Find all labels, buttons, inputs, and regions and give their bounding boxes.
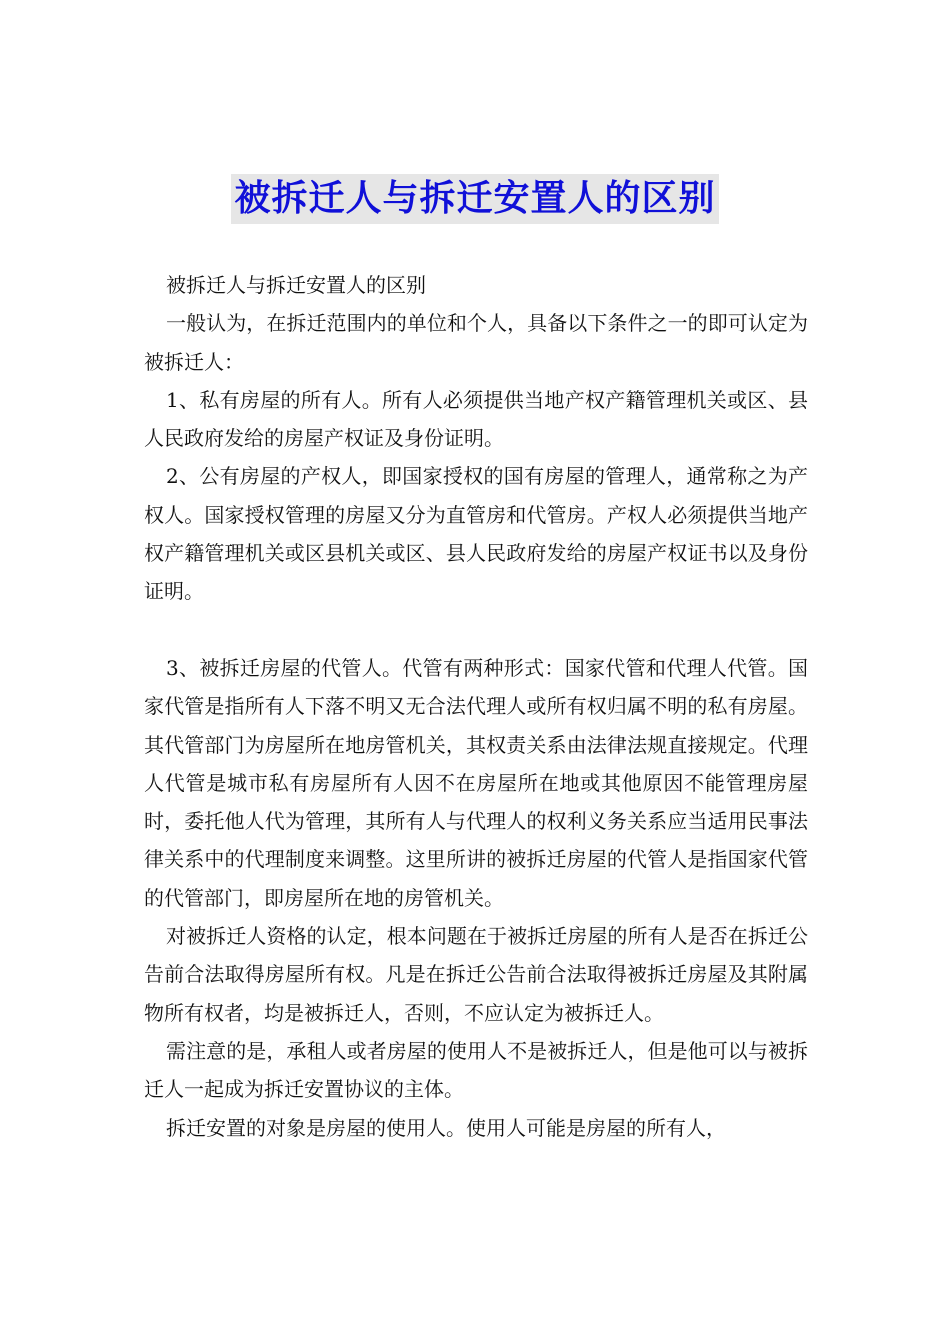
title-container bbox=[0, 174, 950, 224]
paragraph: 一般认为，在拆迁范围内的单位和个人，具备以下条件之一的即可认定为被拆迁人： bbox=[144, 311, 808, 374]
paragraph: 2、公有房屋的产权人，即国家授权的国有房屋的管理人，通常称之为产权人。国家授权管理的房屋又分为直管房和代管房。产权人必须提供当地产权产籍管理机关或区县机关或区、县人民政府发给的房屋产权证书以及身份证明。 bbox=[144, 464, 808, 604]
document-title: 被拆迁人与拆迁安置人的区别 bbox=[231, 174, 718, 224]
paragraph: 需注意的是，承租人或者房屋的使用人不是被拆迁人，但是他可以与被拆迁人一起成为拆迁安置协议的主体。 bbox=[144, 1038, 808, 1102]
document-body bbox=[144, 266, 808, 1147]
paragraph: 对被拆迁人资格的认定，根本问题在于被拆迁房屋的所有人是否在拆迁公告前合法取得房屋所有权。凡是在拆迁公告前合法取得被拆迁房屋及其附属物所有权者，均是被拆迁人，否则，不应认定为被拆迁人。 bbox=[144, 924, 808, 1025]
paragraph: 拆迁安置的对象是房屋的使用人。使用人可能是房屋的所有人， bbox=[166, 1115, 726, 1140]
paragraph-subtitle: 被拆迁人与拆迁安置人的区别 bbox=[166, 273, 426, 297]
paragraph-spacer bbox=[144, 611, 808, 649]
paragraph: 3、被拆迁房屋的代管人。代管有两种形式：国家代管和代理人代管。国家代管是指所有人下落不明又无合法代理人或所有权归属不明的私有房屋。其代管部门为房屋所在地房管机关，其权责关系由法律法规直接规定。代理人代管是城市私有房屋所有人因不在房屋所在地或其他原因不能管理房屋时，委托他人代为管理，其所有人与代理人的权利义务关系应当适用民事法律关系中的代理制度来调整。这里所讲的被拆迁房屋的代管人是指国家代管的代管部门，即房屋所在地的房管机关。 bbox=[144, 655, 808, 910]
paragraph: 1、私有房屋的所有人。所有人必须提供当地产权产籍管理机关或区、县人民政府发给的房屋产权证及身份证明。 bbox=[144, 387, 808, 451]
